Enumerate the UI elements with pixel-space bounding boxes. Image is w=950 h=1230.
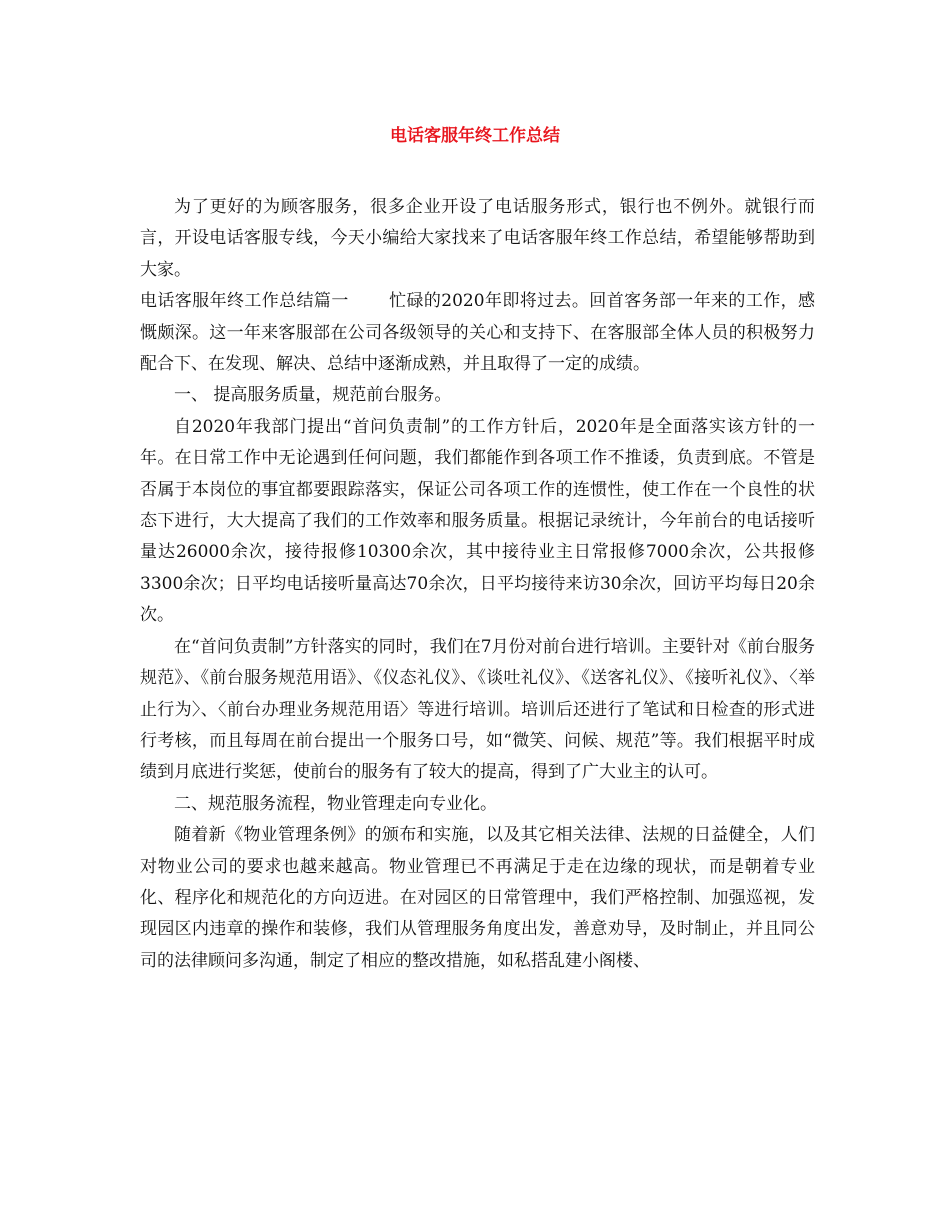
- piece-opening: 忙碌的2020年即将过去。回首客务部一年来的工作，感慨颇深。这一年来客服部在公司各级领导的关心和支持下、在客服部全体人员的积极努力配合下、在发现、解决、总结中逐渐成熟，并且取得了一定的成绩。: [140, 291, 816, 375]
- section-heading-1: 一、 提高服务质量，规范前台服务。: [174, 385, 452, 406]
- document-title: 电话客服年终工作总结: [390, 126, 560, 146]
- document-body: [140, 192, 815, 977]
- section-heading-2: 二、规范服务流程，物业管理走向专业化。: [174, 793, 497, 814]
- intro-paragraph: 为了更好的为顾客服务，很多企业开设了电话服务形式，银行也不例外。就银行而言，开设电话客服专线，今天小编给大家找来了电话客服年终工作总结，希望能够帮助到大家。: [140, 197, 815, 280]
- body-paragraph-2: 在“首问负责制”方针落实的同时，我们在7月份对前台进行培训。主要针对《前台服务规范》、《前台服务规范用语》、《仪态礼仪》、《谈吐礼仪》、《送客礼仪》、《接听礼仪》、〈举止行为〉、〈前台办理业务规范用语〉等进行培训。培训后还进行了笔试和日检查的形式进行考核，而且每周在前台提出一个服务口号，如“微笑、问候、规范”等。我们根据平时成绩到月底进行奖惩，使前台的服务有了较大的提高，得到了广大业主的认可。: [140, 636, 815, 783]
- body-paragraph-1: 自2020年我部门提出“首问负责制”的工作方针后，2020年是全面落实该方针的一年。在日常工作中无论遇到任何问题，我们都能作到各项工作不推诿，负责到底。不管是否属于本岗位的事宜都要跟踪落实，保证公司各项工作的连惯性，使工作在一个良性的状态下进行，大大提高了我们的工作效率和服务质量。根据记录统计，今年前台的电话接听量达26000余次，接待报修10300余次，其中接待业主日常报修7000余次，公共报修3300余次；日平均电话接听量高达70余次，日平均接待来访30余次，回访平均每日20余次。: [140, 416, 815, 626]
- piece-paragraph: [140, 286, 815, 380]
- body-paragraph-3: 随着新《物业管理条例》的颁布和实施，以及其它相关法律、法规的日益健全，人们对物业公司的要求也越来越高。物业管理已不再满足于走在边缘的现状，而是朝着专业化、程序化和规范化的方向迈进。在对园区的日常管理中，我们严格控制、加强巡视，发现园区内违章的操作和装修，我们从管理服务角度出发，善意劝导，及时制止，并且同公司的法律顾问多沟通，制定了相应的整改措施，如私搭乱建小阁楼、: [140, 825, 815, 971]
- piece-label: 电话客服年终工作总结篇一: [140, 291, 349, 312]
